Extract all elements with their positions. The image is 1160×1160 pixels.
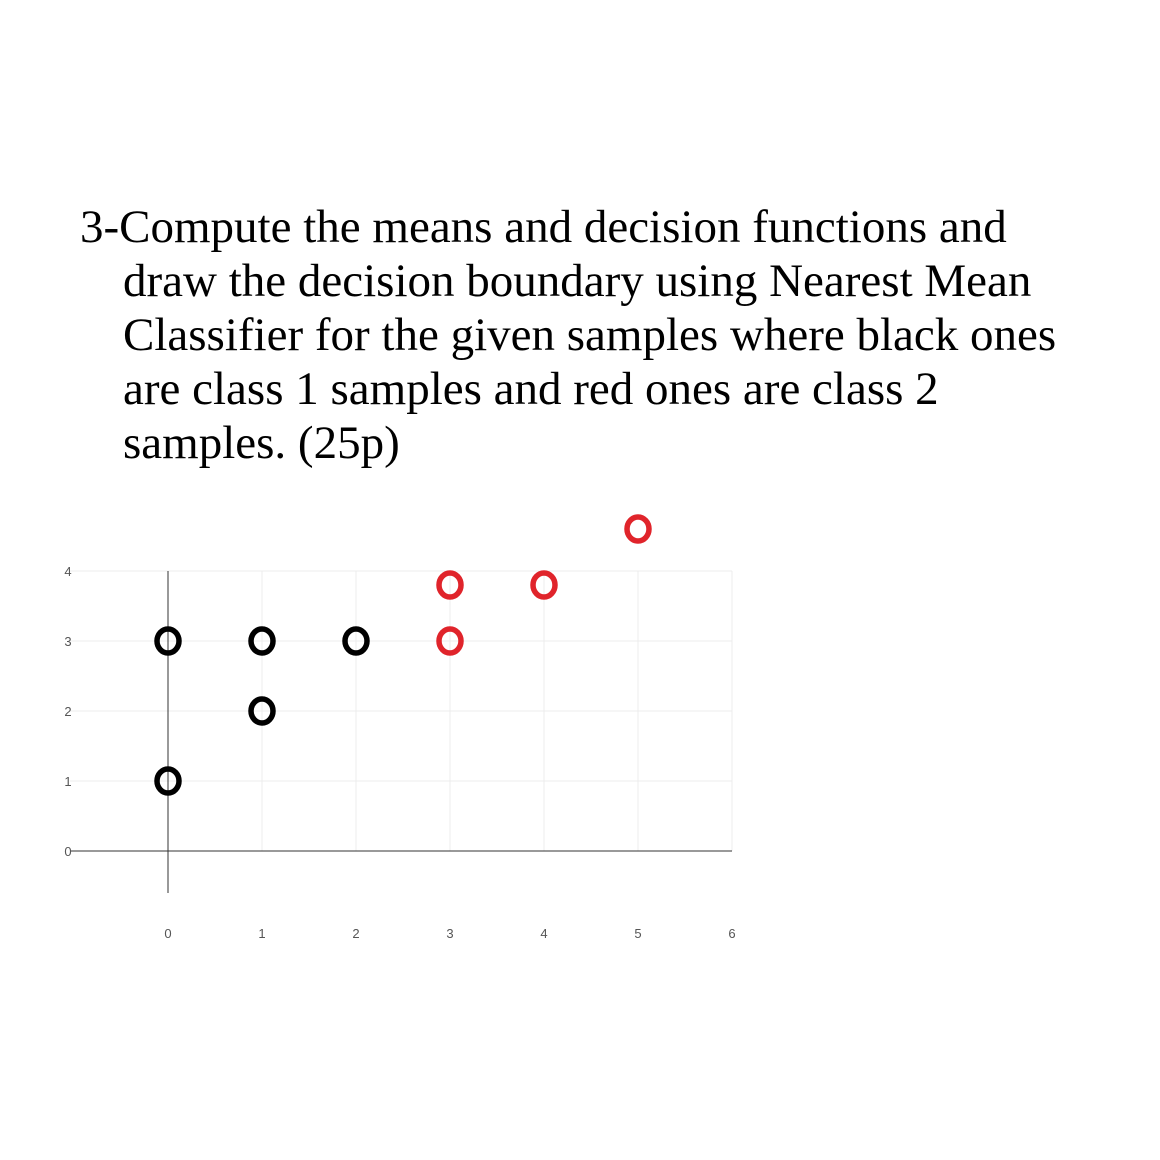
grid-lines (70, 571, 732, 851)
y-tick-label: 3 (64, 634, 72, 649)
question-line-3: Classifier for the given samples where black ones (123, 309, 1057, 361)
question-line-1: 3-Compute the means and decision functions and (80, 201, 1007, 253)
question-line-5: samples. (25p) (123, 417, 400, 469)
x-tick-label: 2 (352, 926, 360, 941)
question-line-2: draw the decision boundary using Nearest Mean (123, 255, 1032, 307)
axes (70, 571, 732, 893)
x-tick-label: 3 (446, 926, 454, 941)
x-tick-label: 4 (540, 926, 548, 941)
y-tick-label: 4 (64, 564, 72, 579)
question-line-4: are class 1 samples and red ones are class 2 (123, 363, 939, 415)
data-points (157, 517, 649, 793)
x-tick-labels (164, 926, 735, 941)
y-tick-label: 1 (64, 774, 72, 789)
data-point-class-2 (627, 517, 649, 541)
x-tick-label: 5 (634, 926, 642, 941)
y-tick-label: 0 (64, 844, 72, 859)
x-tick-label: 6 (728, 926, 736, 941)
x-tick-label: 0 (164, 926, 172, 941)
y-tick-label: 2 (64, 704, 72, 719)
x-tick-label: 1 (258, 926, 266, 941)
y-tick-labels (64, 564, 71, 859)
